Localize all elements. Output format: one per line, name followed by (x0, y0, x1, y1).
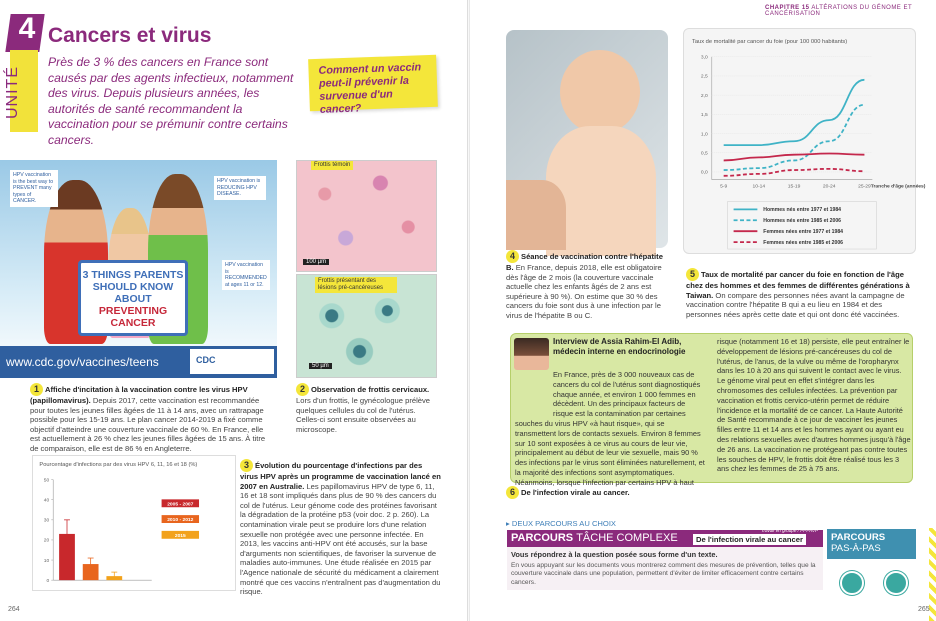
baby-head (560, 50, 640, 134)
bar-y-tick-label: 30 (43, 518, 50, 524)
scale-bar-50: 50 µm (309, 363, 332, 369)
parcours-tache-line1: Vous répondrez à la question posée sous forme d'un texte. (511, 550, 718, 559)
bar-chart-title: Pourcentage d'infections par des virus HPV 6, 11, 16 et 18 (%) (39, 461, 198, 468)
book-icon[interactable] (840, 571, 864, 595)
line-legend-label-1: Hommes nés entre 1985 et 2006 (763, 218, 842, 225)
page-title: Cancers et virus (48, 24, 212, 47)
intro-text: Près de 3 % des cancers en France sont causés par des agents infectieux, notamment des virus. Depuis plusieurs années, les autorités de santé recommandent la vaccination pour se prémunir contre certains cancers. (48, 55, 294, 147)
smear-normal-image (296, 160, 437, 272)
line-chart-title: Taux de mortalité par cancer du foie (pour 100 000 habitants) (691, 38, 848, 45)
parcours-tache-title-a: PARCOURS (511, 532, 574, 544)
doctor-hand (506, 180, 566, 250)
bar-legend-label-1: 2010 - 2012 (167, 518, 194, 524)
book-open-icon[interactable] (884, 571, 908, 595)
interview-col1 (515, 370, 705, 487)
doc4-caption-text: En France, depuis 2018, elle est obligatoire dès l'âge de 2 mois (la couverture vaccinale actuelle chez les enfants âgés de 2 ans est supérieure à 90 %). On estime que 30 % des cancers du foie sont dus à une infection par le virus de l'hépatite B ou C. (506, 263, 662, 320)
doc1-caption (30, 383, 275, 454)
page-number-left: 264 (8, 606, 20, 613)
doc4-number: 4 (506, 250, 519, 263)
doc2-caption-text: Lors d'un frottis, le gynécologue prélève quelques cellules du col de l'utérus. Celles-ci sont ensuite observées au microscope. (296, 396, 430, 434)
smear-lesion-image (296, 274, 437, 378)
page-number-right: 265 (918, 606, 930, 613)
parcours-pp-title-b: PAS-À-PAS (831, 543, 881, 554)
line-x-tick-label: 5-9 (720, 184, 728, 190)
doc5-caption-text: On compare des personnes nées avant la campagne de vaccination contre l'hépatite B qui a eu lieu en 1984 et des personnes nées après cette date et qui ont donc été vaccinées. (686, 290, 905, 319)
bar-legend-label-0: 2005 - 2007 (167, 502, 194, 508)
bar-y-tick-label: 40 (43, 498, 50, 504)
line-x-tick-label: 20-24 (822, 184, 836, 190)
doc3-caption-text: Les papillomavirus HPV de type 6, 11, 16 et 18 sont impliqués dans plus de 90 % des cancers du col de l'utérus. Leur génome code des protéines favorisant la dégradation de la protéine p53 (voir doc. 2 p. 260). La contamination virale peut se produire lors d'une relation sexuelle non protégée avec une personne infectée. En 2013, les vaccins anti-HPV ont été accusés, sur la base d'arguments non scientifiques, de favoriser la survenue de maladies auto-immunes. Une étude réalisée en 2015 par l'Agence nationale de sécurité du médicament a clairement montré que ces vaccins n'entraînent pas d'augmentation du risque. (240, 481, 441, 597)
doc1-number: 1 (30, 383, 43, 396)
doc6-number: 6 (506, 486, 519, 499)
doc3-caption-bold: Évolution du pourcentage d'infections par des virus HPV après un programme de vaccination lancé en 2007 en Australie. (240, 461, 441, 491)
parcours-label-text: DEUX PARCOURS AU CHOIX (511, 519, 617, 528)
hpv-poster (0, 160, 277, 378)
line-legend-label-2: Femmes nées entre 1977 et 1984 (763, 228, 844, 235)
chapter-header (765, 5, 936, 17)
interview-col1-text: En France, près de 3 000 nouveaux cas de cancers du col de l'utérus sont diagnostiqués chaque année, et environ 1 000 femmes en décèdent. Un des principaux facteurs de risque est la contamination par certaines souches du virus HPV «à haut risque», qui se transmettent lors de contacts sexuels. Environ 8 femmes sur 10 sont exposées à ce virus au cours de leur vie, principalement au début de leur vie sexuelle, mais 90 % des infections par le virus sont éliminées naturellement, et la majorité des infections sont asymptomatiques. Néanmoins, lorsque l'infection par certains HPV à haut (515, 370, 705, 487)
line-y-tick-label: 0,0 (700, 170, 708, 176)
doc1-caption-text: Depuis 2017, cette vaccination est recommandée pour toutes les jeunes filles âgées de 11 à 14 ans, avec un rattrapage possible pour les 15-19 ans. Le plan cancer 2014-2019 a fixé comme objectif d'atteindre une couverture vaccinale de 60 %. En France, elle est actuellement à 26 % chez les jeunes filles âgées de 15 ans. À titre de comparaison, elle est de 86 % en Angleterre. (30, 396, 266, 453)
poster-url: www.cdc.gov/vaccines/teens (0, 346, 277, 378)
interview-col2: risque (notamment 16 et 18) persiste, elle peut entraîner le développement de lésions pré-cancéreuses du col de l'utérus, de l'anus, de la vulve ou même de l'oropharynx dans les 10 à 20 ans qui suivent le contact avec le virus. Le génome viral peut en effet s'intégrer dans les chromosomes des cellules infectées. La prévention par vaccination et frottis cervico-utérin permet de réduire l'incidence et la mortalité de ce cancer. La Haute Autorité de Santé recommande à ce jour de vacciner les jeunes filles entre 11 et 14 ans et les hommes ayant ou ayant eu des relations sexuelles avec d'autres hommes jusqu'à l'âge de 26 ans. La vaccination ne protégeant pas contre toutes les souches de HPV, le frottis doit être réalisé tous les 3 ans chez les femmes de 25 à 75 ans. (717, 337, 911, 474)
bar-y-tick-label: 0 (46, 578, 50, 584)
unit-number: 4 (18, 12, 36, 45)
page-spine (467, 0, 470, 621)
doc2-caption-bold: Observation de frottis cervicaux. (311, 385, 430, 394)
parcours-pas-a-pas[interactable] (827, 529, 916, 559)
line-y-tick-label: 0,5 (700, 151, 708, 157)
bar-y-tick-label: 50 (43, 478, 50, 484)
bar-legend-label-2: 2015 (174, 533, 186, 539)
line-series-3 (724, 169, 865, 176)
bar-y-tick-label: 10 (43, 558, 50, 564)
line-y-tick-label: 2,0 (700, 93, 708, 99)
doc2-caption (296, 383, 438, 434)
parcours-pp-title-a: PARCOURS (831, 532, 886, 543)
poster-sign-line1: 3 THINGS PARENTS (82, 269, 184, 281)
parcours-tache-complexe[interactable] (507, 530, 823, 590)
parcours-tache-tag: Travail en groupe / PPPAVP (761, 528, 819, 533)
line-series-2 (724, 154, 865, 161)
scale-bar-100: 100 µm (303, 259, 329, 265)
hpv-bar-chart (32, 455, 236, 591)
line-legend-label-3: Femmes nées entre 1985 et 2006 (763, 239, 844, 246)
doc2-number: 2 (296, 383, 309, 396)
poster-sign-line3: PREVENTING CANCER (98, 305, 168, 329)
line-y-tick-label: 1,0 (700, 132, 708, 138)
question-note: Comment un vaccin peut-il prévenir la survenue d'un cancer? (308, 55, 438, 111)
doc1-caption-bold: Affiche d'incitation à la vaccination contre les virus HPV (papillomavirus). (30, 385, 248, 405)
doc3-caption (240, 459, 442, 597)
line-x-tick-label: 15-19 (787, 184, 801, 190)
line-y-tick-label: 2,5 (700, 74, 708, 80)
doc4-caption-bold: Séance de vaccination contre l'hépatite B. (506, 252, 663, 272)
line-x-tick-label: 25-29 (858, 184, 871, 190)
line-x-axis-label: Tranche d'âge (années) (870, 184, 926, 190)
bar-y-tick-label: 20 (43, 538, 50, 544)
doc5-caption (686, 268, 914, 319)
doc3-number: 3 (240, 459, 253, 472)
smear-lesion-label: Frottis présentant des lésions pré-cancéreuses (315, 277, 397, 293)
parcours-tache-title-b: TÂCHE COMPLEXE (576, 532, 678, 544)
line-series-0 (724, 80, 865, 145)
poster-note-right-bottom: HPV vaccination is RECOMMENDED at ages 11 or 12. (222, 260, 270, 290)
unit-word: UNITÉ (4, 66, 21, 120)
chapter-title: ALTÉRATIONS DU GÉNOME ET CANCÉRISATION (765, 5, 913, 17)
parcours-tache-body (507, 547, 823, 590)
doc4-caption (506, 250, 672, 321)
poster-sign (78, 260, 188, 336)
parcours-tache-line2: En vous appuyant sur les documents vous montrerez comment des mesures de prévention, telles que la couverture vaccinale dans une population, permettent d'éviter de limiter efficacement contre certains cancers. (511, 562, 816, 586)
decor-stripes (929, 528, 936, 621)
liver-mortality-chart (683, 28, 926, 254)
chapter-label: CHAPITRE 15 (765, 5, 810, 11)
line-y-tick-label: 1,5 (700, 113, 708, 119)
doc6-caption (506, 486, 706, 499)
poster-sign-line2: SHOULD KNOW ABOUT (92, 281, 174, 305)
poster-note-right-top: HPV vaccination is REDUCING HPV DISEASE. (214, 176, 266, 200)
poster-note-left: HPV vaccination is the best way to PREVENT many types of CANCER. (10, 170, 58, 207)
parcours-tache-side: De l'infection virale au cancer (693, 534, 806, 545)
doc5-number: 5 (686, 268, 699, 281)
avatar (514, 338, 549, 370)
interview-heading-line2: médecin interne en endocrinologie (553, 346, 686, 356)
interview-heading-line1: Interview de Assia Rahim-El Adib, (553, 337, 682, 346)
line-x-tick-label: 10-14 (752, 184, 766, 190)
parcours-label: ▸ DEUX PARCOURS AU CHOIX (506, 519, 617, 528)
cdc-logo: CDC (190, 349, 274, 374)
line-y-tick-label: 3,0 (700, 55, 708, 61)
interview-heading (553, 337, 685, 356)
smear-normal-label: Frottis témoin (311, 161, 353, 170)
vaccination-photo (506, 30, 668, 248)
doc5-caption-bold: Taux de mortalité par cancer du foie en fonction de l'âge chez des hommes et des femmes de différentes générations à Taiwan. (686, 270, 910, 300)
interview-float (515, 370, 553, 414)
interview-box (510, 333, 913, 487)
line-legend-label-0: Hommes nés entre 1977 et 1984 (763, 207, 842, 214)
doc6-caption-bold: De l'infection virale au cancer. (521, 488, 630, 497)
